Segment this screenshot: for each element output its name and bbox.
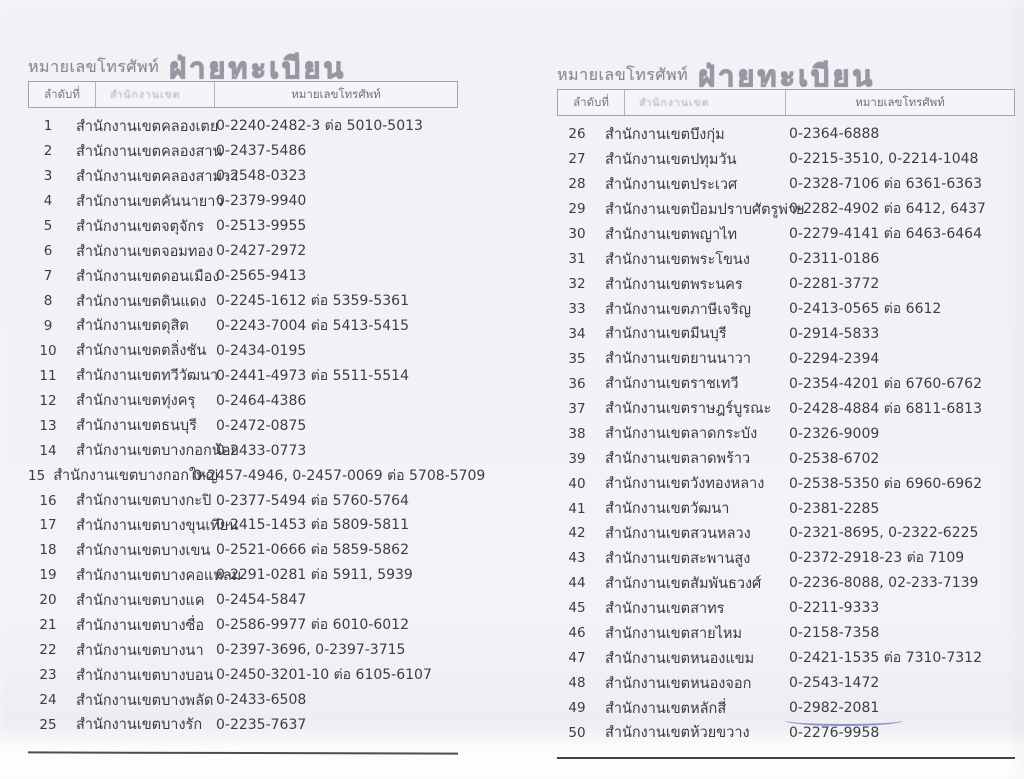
- phone-number: 0-2586-9977 ต่อ 6010-6012: [216, 617, 409, 634]
- table-row: [28, 314, 458, 339]
- district-office-name: สำนักงานเขตพระนคร: [605, 276, 743, 293]
- table-row: [28, 114, 458, 139]
- phone-number: 0-2281-3772: [789, 276, 880, 293]
- row-number: 35: [568, 350, 586, 367]
- phone-number: 0-2328-7106 ต่อ 6361-6363: [789, 176, 982, 193]
- table-row: [28, 713, 458, 738]
- phone-number: 0-2548-0323: [216, 168, 307, 185]
- table-row: [557, 546, 1015, 571]
- table-row: [557, 521, 1015, 546]
- table-row: [557, 122, 1015, 147]
- row-number: 21: [39, 617, 57, 634]
- table-row: [28, 289, 458, 314]
- district-office-name: สำนักงานเขตหลักสี่: [605, 700, 727, 717]
- phone-number: 0-2364-6888: [789, 126, 880, 143]
- phone-number: 0-2245-1612 ต่อ 5359-5361: [216, 293, 409, 310]
- table-row: [557, 172, 1015, 197]
- right-table-body: [557, 122, 1015, 745]
- district-office-name: สำนักงานเขตดอนเมือง: [76, 268, 220, 285]
- phone-number: 0-2538-6702: [789, 450, 880, 467]
- row-number: 23: [39, 667, 57, 684]
- table-row: [28, 488, 458, 513]
- district-office-name: สำนักงานเขตบางนา: [76, 642, 204, 659]
- phone-number: 0-2521-0666 ต่อ 5859-5862: [216, 542, 409, 559]
- phone-number: 0-2543-1472: [789, 675, 880, 692]
- row-number: 32: [568, 276, 586, 293]
- phone-number: 0-2282-4902 ต่อ 6412, 6437: [789, 201, 986, 218]
- row-number: 42: [568, 525, 586, 542]
- phone-number: 0-2240-2482-3 ต่อ 5010-5013: [216, 118, 423, 135]
- row-number: 38: [568, 425, 586, 442]
- row-number: 18: [39, 542, 57, 559]
- table-row: [557, 222, 1015, 247]
- table-row: [28, 638, 458, 663]
- row-number: 14: [39, 442, 57, 459]
- row-number: 40: [568, 475, 586, 492]
- phone-number: 0-2421-1535 ต่อ 7310-7312: [789, 650, 982, 667]
- table-row: [28, 463, 486, 488]
- header-office: สำนักงานเขต: [110, 89, 181, 101]
- row-number: 31: [568, 251, 586, 268]
- district-office-name: สำนักงานเขตสาทร: [605, 600, 725, 617]
- phone-number: 0-2354-4201 ต่อ 6760-6762: [789, 375, 982, 392]
- row-number: 50: [568, 724, 586, 741]
- row-number: 25: [39, 716, 57, 733]
- district-office-name: สำนักงานเขตบางกอกน้อย: [76, 443, 239, 460]
- district-office-name: สำนักงานเขตทวีวัฒนา: [76, 368, 219, 385]
- row-number: 46: [568, 625, 586, 642]
- table-row: [28, 239, 458, 264]
- row-number: 30: [568, 226, 586, 243]
- district-office-name: สำนักงานเขตบางกะปิ: [76, 493, 212, 510]
- row-number: 12: [39, 392, 57, 409]
- district-office-name: สำนักงานเขตดินแดง: [76, 293, 207, 310]
- phone-number: 0-2454-5847: [216, 592, 307, 609]
- district-office-name: สำนักงานเขตตลิ่งชัน: [76, 343, 207, 360]
- row-number: 27: [568, 151, 586, 168]
- row-number: 8: [43, 293, 53, 310]
- phone-number: 0-2158-7358: [789, 625, 880, 642]
- table-row: [557, 346, 1015, 371]
- table-row: [557, 322, 1015, 347]
- row-number: 19: [39, 567, 57, 584]
- row-number: 26: [568, 126, 586, 143]
- district-office-name: สำนักงานเขตพญาไท: [605, 226, 738, 243]
- district-office-name: สำนักงานเขตหนองแขม: [605, 650, 755, 667]
- table-row: [557, 671, 1015, 696]
- row-number: 6: [43, 243, 53, 260]
- district-office-name: สำนักงานเขตพระโขนง: [605, 251, 750, 268]
- district-office-name: สำนักงานเขตบางพลัด: [76, 692, 214, 709]
- row-number: 41: [568, 500, 586, 517]
- table-row: [557, 621, 1015, 646]
- table-row: [28, 413, 458, 438]
- left-directory-column: [28, 42, 486, 754]
- phone-number: 0-2433-0773: [216, 442, 307, 459]
- table-row: [557, 272, 1015, 297]
- row-number: 3: [43, 168, 53, 185]
- row-number: 33: [568, 301, 586, 318]
- table-row: [557, 696, 1015, 721]
- table-row: [557, 721, 1015, 746]
- row-number: 15: [28, 467, 46, 484]
- table-row: [557, 147, 1015, 172]
- phone-number: 0-2326-9009: [789, 425, 880, 442]
- right-table-bottom-rule: [557, 757, 1015, 759]
- header-no: ลำดับที่: [558, 90, 625, 115]
- table-row: [557, 646, 1015, 671]
- left-table-bottom-rule: [28, 752, 458, 755]
- table-row: [557, 247, 1015, 272]
- row-number: 20: [39, 592, 57, 609]
- district-office-name: สำนักงานเขตทุ่งครุ: [76, 393, 196, 410]
- row-number: 37: [568, 400, 586, 417]
- row-number: 39: [568, 450, 586, 467]
- page-title: หมายเลขโทรศัพท์: [28, 57, 160, 76]
- header-office: สำนักงานเขต: [639, 97, 710, 109]
- phone-number: 0-2311-0186: [789, 251, 880, 268]
- table-row: [28, 388, 458, 413]
- left-table-body: [28, 114, 486, 737]
- row-number: 10: [39, 342, 57, 359]
- row-number: 11: [39, 367, 57, 384]
- row-number: 4: [43, 193, 53, 210]
- district-office-name: สำนักงานเขตบางแค: [76, 592, 205, 609]
- phone-number: 0-2513-9955: [216, 218, 307, 235]
- row-number: 9: [43, 317, 53, 334]
- district-office-name: สำนักงานเขตจตุจักร: [76, 218, 205, 235]
- district-office-name: สำนักงานเขตจอมทอง: [76, 243, 214, 260]
- table-row: [557, 446, 1015, 471]
- district-office-name: สำนักงานเขตบึงกุ่ม: [605, 126, 725, 143]
- phone-number: 0-2434-0195: [216, 342, 307, 359]
- district-office-name: สำนักงานเขตราษฎร์บูรณะ: [605, 401, 772, 418]
- table-row: [28, 663, 458, 688]
- phone-number: 0-2279-4141 ต่อ 6463-6464: [789, 226, 982, 243]
- district-office-name: สำนักงานเขตราชเทวี: [605, 376, 739, 393]
- row-number: 13: [39, 417, 57, 434]
- table-row: [557, 596, 1015, 621]
- phone-number: 0-2464-4386: [216, 392, 307, 409]
- phone-number: 0-2321-8695, 0-2322-6225: [789, 525, 979, 542]
- district-office-name: สำนักงานเขตบางขุนเทียน: [76, 517, 239, 534]
- table-row: [28, 214, 458, 239]
- row-number: 24: [39, 692, 57, 709]
- district-office-name: สำนักงานเขตบางเขน: [76, 542, 211, 559]
- district-office-name: สำนักงานเขตลาดพร้าว: [605, 451, 751, 468]
- district-office-name: สำนักงานเขตปทุมวัน: [605, 151, 737, 168]
- phone-number: 0-2381-2285: [789, 500, 880, 517]
- row-number: 49: [568, 700, 586, 717]
- district-office-name: สำนักงานเขตภาษีเจริญ: [605, 301, 751, 318]
- table-row: [28, 338, 458, 363]
- district-office-name: สำนักงานเขตลาดกระบัง: [605, 426, 758, 443]
- phone-number: 0-2441-4973 ต่อ 5511-5514: [216, 367, 409, 384]
- table-row: [28, 538, 458, 563]
- phone-number: 0-2433-6508: [216, 692, 307, 709]
- table-row: [557, 471, 1015, 496]
- right-title-line: [557, 50, 1015, 93]
- district-office-name: สำนักงานเขตสัมพันธวงศ์: [605, 575, 762, 592]
- row-number: 2: [43, 143, 53, 160]
- phone-number: 0-2427-2972: [216, 243, 307, 260]
- row-number: 28: [568, 176, 586, 193]
- row-number: 36: [568, 375, 586, 392]
- district-office-name: สำนักงานเขตบางคอแหลม: [76, 567, 242, 584]
- phone-number: 0-2236-8088, 02-233-7139: [789, 575, 979, 592]
- table-row: [28, 563, 458, 588]
- phone-number: 0-2294-2394: [789, 350, 880, 367]
- row-number: 16: [39, 492, 57, 509]
- phone-number: 0-2291-0281 ต่อ 5911, 5939: [216, 567, 413, 584]
- district-office-name: สำนักงานเขตธนบุรี: [76, 418, 197, 435]
- right-table-header: [557, 89, 1015, 116]
- table-row: [557, 496, 1015, 521]
- phone-number: 0-2379-9940: [216, 193, 307, 210]
- right-directory-column: [557, 50, 1015, 759]
- phone-number: 0-2413-0565 ต่อ 6612: [789, 301, 942, 318]
- table-row: [557, 197, 1015, 222]
- district-office-name: สำนักงานเขตยานนาวา: [605, 351, 751, 368]
- phone-number: 0-2415-1453 ต่อ 5809-5811: [216, 517, 409, 534]
- title-stamp-registration-section: ฝ่ายทะเบียน: [169, 51, 347, 85]
- table-row: [557, 371, 1015, 396]
- table-row: [28, 164, 458, 189]
- district-office-name: สำนักงานเขตดุสิต: [76, 318, 189, 335]
- district-office-name: สำนักงานเขตหนองจอก: [605, 675, 752, 692]
- phone-number: 0-2397-3696, 0-2397-3715: [216, 642, 406, 659]
- row-number: 43: [568, 550, 586, 567]
- district-office-name: สำนักงานเขตคลองสามวา: [76, 168, 239, 185]
- header-phone: หมายเลขโทรศัพท์: [214, 82, 457, 107]
- row-number: 5: [43, 218, 53, 235]
- table-row: [28, 688, 458, 713]
- district-office-name: สำนักงานเขตบางรัก: [76, 717, 203, 734]
- table-row: [28, 438, 458, 463]
- district-office-name: สำนักงานเขตบางกอกใหญ่: [53, 468, 218, 485]
- row-number: 29: [568, 201, 586, 218]
- district-office-name: สำนักงานเขตสวนหลวง: [605, 525, 751, 542]
- district-office-name: สำนักงานเขตคันนายาว: [76, 193, 224, 210]
- row-number: 45: [568, 600, 586, 617]
- table-row: [28, 513, 458, 538]
- phone-number: 0-2472-0875: [216, 417, 307, 434]
- table-row: [557, 571, 1015, 596]
- phone-number: 0-2538-5350 ต่อ 6960-6962: [789, 475, 982, 492]
- district-office-name: สำนักงานเขตคลองเตย: [76, 118, 219, 135]
- phone-number: 0-2450-3201-10 ต่อ 6105-6107: [216, 667, 432, 684]
- phone-number: 0-2372-2918-23 ต่อ 7109: [789, 550, 965, 567]
- phone-number: 0-2243-7004 ต่อ 5413-5415: [216, 317, 409, 334]
- table-row: [557, 297, 1015, 322]
- left-title-line: [28, 42, 458, 85]
- row-number: 1: [43, 118, 53, 135]
- phone-number: 0-2377-5494 ต่อ 5760-5764: [216, 492, 409, 509]
- district-office-name: สำนักงานเขตวัฒนา: [605, 501, 730, 518]
- table-row: [28, 588, 458, 613]
- district-office-name: สำนักงานเขตป้อมปราบศัตรูพ่าย: [605, 201, 805, 218]
- district-office-name: สำนักงานเขตคลองสาน: [76, 143, 223, 160]
- table-row: [557, 396, 1015, 421]
- page-title: หมายเลขโทรศัพท์: [557, 65, 689, 84]
- table-row: [28, 613, 458, 638]
- row-number: 34: [568, 325, 586, 342]
- district-office-name: สำนักงานเขตมีนบุรี: [605, 326, 727, 343]
- district-office-name: สำนักงานเขตวังทองหลาง: [605, 476, 765, 493]
- phone-number: 0-2437-5486: [216, 143, 307, 160]
- district-office-name: สำนักงานเขตห้วยขวาง: [605, 725, 750, 742]
- table-row: [557, 421, 1015, 446]
- row-number: 47: [568, 650, 586, 667]
- district-office-name: สำนักงานเขตสายไหม: [605, 625, 742, 642]
- table-row: [28, 139, 458, 164]
- left-table-header: [28, 81, 458, 108]
- title-stamp-registration-section: ฝ่ายทะเบียน: [698, 59, 876, 93]
- district-office-name: สำนักงานเขตบางซื่อ: [76, 617, 205, 634]
- row-number: 48: [568, 675, 586, 692]
- phone-number: 0-2215-3510, 0-2214-1048: [789, 151, 979, 168]
- district-office-name: สำนักงานเขตสะพานสูง: [605, 550, 751, 567]
- table-row: [28, 363, 458, 388]
- header-phone: หมายเลขโทรศัพท์: [785, 90, 1014, 115]
- district-office-name: สำนักงานเขตบางบอน: [76, 667, 214, 684]
- row-number: 44: [568, 575, 586, 592]
- header-no: ลำดับที่: [29, 82, 96, 107]
- phone-number: 0-2457-4946, 0-2457-0069 ต่อ 5708-5709: [193, 467, 486, 484]
- district-office-name: สำนักงานเขตประเวศ: [605, 176, 738, 193]
- row-number: 17: [39, 517, 57, 534]
- phone-number: 0-2565-9413: [216, 268, 307, 285]
- phone-number: 0-2276-9958: [789, 724, 880, 741]
- phone-number: 0-2235-7637: [216, 716, 307, 733]
- table-row: [28, 264, 458, 289]
- row-number: 7: [43, 268, 53, 285]
- phone-number: 0-2211-9333: [789, 600, 880, 617]
- phone-number: 0-2428-4884 ต่อ 6811-6813: [789, 400, 982, 417]
- phone-number: 0-2914-5833: [789, 325, 880, 342]
- phone-number-pen-underlined: 0-2982-2081: [789, 700, 1015, 716]
- row-number: 22: [39, 642, 57, 659]
- table-row: [28, 189, 458, 214]
